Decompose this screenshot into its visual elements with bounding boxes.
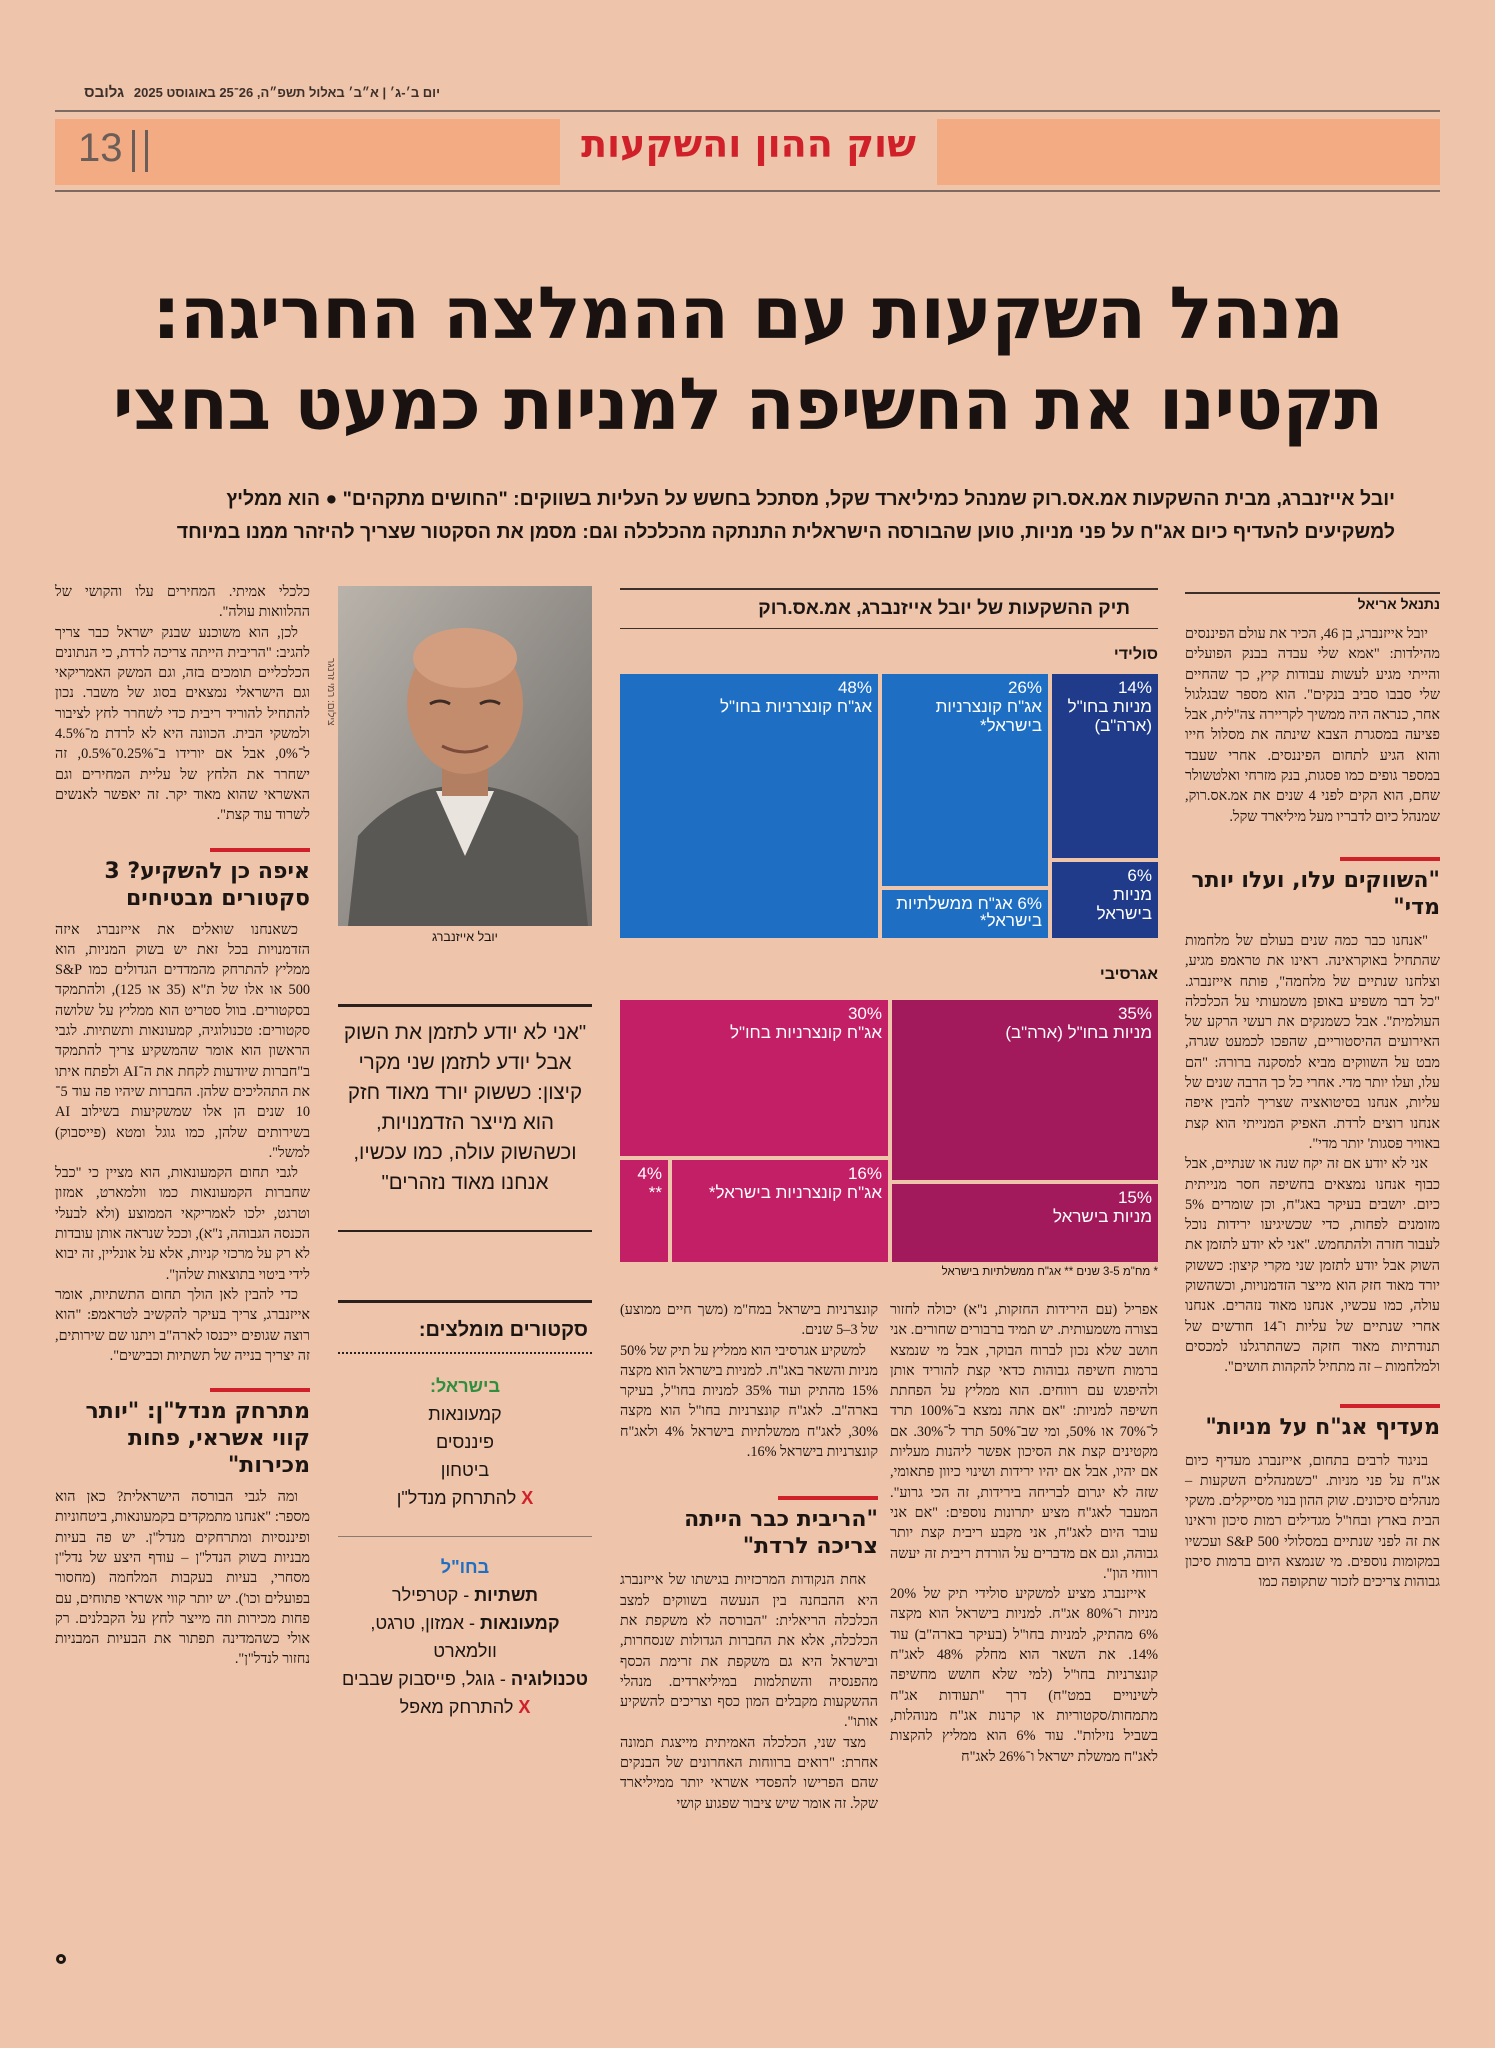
israel-avoid [338,1484,592,1512]
article-col-1 [1185,596,1440,1593]
portfolio-footnote: * מח"מ 3-5 שנים ** אג"ח ממשלתיות בישראל [941,1266,1158,1278]
abroad-sector [338,1609,592,1665]
portfolio-title-underline [620,628,1158,629]
x-icon: X [518,1697,531,1717]
tile-percent: 26% [1007,678,1042,697]
col4-bottom-text [55,1487,310,1670]
solid-tile [882,890,1048,938]
masthead [40,84,440,101]
tile-percent: 4% [637,1164,662,1183]
tile-percent: 14% [1117,678,1152,697]
x-icon: X [521,1488,534,1508]
col3-paragraph-2: למשקיע אגרסיבי הוא ממליץ על תיק של 50% מניות והשאר באג"ח. למניות בישראל הוא מקצה 15% מהתיק ועוד 35% למניות בחו"ל, בעיקר בארה"ב. לאג"ח קונצרניות בחו"ל הוא מקצה 30%, לאג"ח ממשלתיות בישראל 4% ולאג"ח קונצרניות בישראל 16%. [620,1342,879,1461]
subhead-rule [778,1496,878,1500]
section-rule [55,190,1440,192]
article-col-3 [620,1300,878,1814]
markets-text [1185,931,1440,1378]
solid-tile [1052,674,1158,858]
col4-paragraph-3: כשאנחנו שואלים את אייזנברג איזה הזדמנויות בכל זאת יש בשוק המניות, הוא ממליץ להתרחק מהמדדים הגדולים כמו S&P 500 או אלו של ת"א (35 או 125), ולהתמקד בסקטורים. בוול סטריט הוא ממליץ על שלושה סקטורים: טכנולוגיה, קמעונאות ותשתיות. לגבי הראשון הוא אומר שהמשקיע צריך להתמקד ב"חברות שיודעות לקחת את ה־AI ולפתח איתו את התהליכים שלהן. החברות שיהיו פה עוד 5־10 שנים הן אלו שמשקיעות בשילוב AI בשירותים שלהן, כמו גוגל ומטא (פייסבוק) למשל". [55,921,310,1161]
tile-label: אג"ח קונצרניות בישראל* [935,697,1042,735]
sectors-israel [338,1372,592,1512]
abroad-sector-detail: - קטרפילר [391,1585,475,1605]
headline-line-1: מנהל השקעות עם ההמלצה החריגה: [152,271,1343,355]
col3-paragraph-4: מצד שני, הכלכלה האמיתית מייצגת תמונה אחרת: "רואים ברווחות האחרונים של הבנקים שהם הפרישו להפסדי אשראי יותר ממיליארד שקל. זה אומר שיש ציבור שפגוע קושי [620,1734,878,1812]
col3-bottom-text [620,1570,878,1814]
abroad-sector-name: תשתיות [474,1585,538,1605]
tile-label: מניות בישראל [1052,1207,1152,1226]
sectors-title: סקטורים מומלצים: [418,1319,588,1341]
abroad-sector-detail: - אמזון, טרגט, וולמארט [370,1613,497,1661]
tile-label: מניות בחו"ל (ארה"ב) [1067,697,1152,735]
subhead-rule [210,1388,310,1392]
section-band-right [937,119,1440,185]
solid-treemap [620,674,1158,938]
intro-paragraph: יובל אייזנברג, בן 46, הכיר את עולם הפיננסים מהילדות: "אמא שלי עבדה בבנק הפועלים והייתי מגיע לעשות עבודות קיץ, כך שהחיים שלי סבבו סביב בנקים". הוא מספר שבגלגול אחר, כנראה היה ממשיך לקריירה צה"לית, אבל פציעה במסגרת הצבא שינתה את מסלול חייו והוא הגיע לתחום הפיננסים. אחרי שעבד במספר גופים כמו פסגות, בנק מזרחי ואלטשולר שחם, הוא הקים לפני 4 שנים את אמ.אס.רוק, שמנהל כיום לדבריו מעל מיליארד שקל. [1185,626,1440,825]
aggressive-tile [620,1000,888,1156]
sectors-dotted [338,1352,592,1354]
solid-tile [882,674,1048,886]
abroad-sector [338,1665,592,1693]
solid-tile [1052,862,1158,938]
aggressive-label: אגרסיבי [1099,966,1158,983]
subtitle [60,483,1395,549]
subhead-markets: "השווקים עלו, ועלו יותר מדי" [1191,867,1440,920]
abroad-label: בחו"ל [440,1557,490,1577]
aggressive-tile [672,1160,888,1262]
israel-label: בישראל: [429,1376,501,1396]
subtitle-line-1: יובל אייזנברג, מבית ההשקעות אמ.אס.רוק שמנהל כמיליארד שקל, מסתכל בחשש על העליות בשווקים: "החושים מתקהים" ● הוא ממליץ [226,488,1395,510]
section-title: שוק ההון והשקעות [581,122,916,166]
aggressive-tile [892,1184,1158,1262]
portrait-illustration [338,586,592,926]
col4-paragraph-2: לכן, הוא משוכנע שבנק ישראל כבר צריך להגיב: "הריבית הייתה צריכה לרדת, כי הנתונים הכלכליים תומכים בזה, וגם המשק האמריקאי וגם הישראלי נמצאים בסוג של משבר. נכון להתחיל להוריד ריבית כדי לשחרר לחץ לציבור ולמשקי הבית. הכוונה היא לא לרדת מ־4.5% ל־0%, אבל אם יורידו ב־0.25%־0.5%, זה ישחרר את הלחץ של עליית המחירים וגם האשראי שהוא מאוד יקר. זה יאפשר לאנשים לשרוד עוד קצת". [55,624,310,824]
markets-paragraph-2: אני לא יודע אם זה יקח שנה או שנתיים, אבל כבוף אנחנו נמצאים בחשיפה חסר מנייתית כיום. יושבים בעיקר באג"ח, וכן שומרים 5% מזומנים לפחות, כדי שכשיגיעו ירידות נוכל לעבור חזרה ולהתחמש. "אני לא יודע לתזמן את השוק אבל יודע לתזמן שני מקרי קיצון: כששוק יורד מאוד חזק הוא מייצר הזדמנויות, וכשהשוק עולה, כמו עכשיו, אנחנו מאוד נזהרים. אנחנו אחרי שנתיים של עליות ו־14 חודשים של תנודתיות מאוד חזקה כשהתרגלנו למכסים ולמלחמות – זה מתחיל להקהות חושים". [1185,1156,1440,1376]
tile-label: אג"ח קונצרניות בחו"ל [730,1023,882,1042]
col3-paragraph-3: אחת הנקודות המרכזיות בגישתו של אייזנברג היא ההבחנה בין הנעשה בשווקים למצב הכלכלה הריאלית: "הבורסה לא משקפת את הכלכלה, אלא את החברות הגדולות שנסחרות, ובישראל היא גם משקפת את זרימת הכסף מהפנסיה והשתלמות במיליארדים. מנהלי ההשקעות מקבלים המון כסף וצריכים להשקיע אותו". [620,1572,878,1731]
subhead-rule [210,848,310,852]
col4-top-text [55,582,310,826]
end-mark-icon [56,1954,66,1964]
portfolio-title: תיק ההשקעות של יובל אייזנברג, אמ.אס.רוק [758,598,1130,619]
tile-percent: 15% [1117,1188,1152,1207]
tile-label: אג"ח קונצרניות בישראל* [708,1183,882,1202]
subhead-rule [1340,1404,1440,1408]
intro-text [1185,624,1440,827]
col2-paragraph-1: אפריל (עם הירידות החזקות, נ"א) יכולה לחזור בצורה משמעותית. יש תמיד ברבורים שחורים. אני חושב שלא נכון לברוח הבוקר, אבל מי שנמצא ברמות חשיפה גבוהות כדאי קצת להוריד אותן ולהיפגש עם רווחים. הוא ממליץ על הפחתת חשיפה למניות: "אם אתה נמצא ב־100% תרד ל־70% או 50%, ומי שב־50% תרד ל־30%. אם מקטינים קצת את הסיכון אפשר ליהנות מעליות אם יהיו, אבל אם יהיו ירידות ושינוי כיוון פתאומי, שזה לא יגרום לבריחה בירידות, זה הכי גרוע". המעבר לאג"ח מציע יתרונות נוספים: "אם אני עובר היום לאג"ח, אני מקבע ריבית קצת יותר גבוהה, וגם אם מדברים על הורדת ריבית זה יעשה רווחי הון". [890,1302,1158,1582]
col4-paragraph-1: כלכלי אמיתי. המחירים עלו והקושי של ההלוואות עולה". [55,584,310,621]
aggressive-tile [620,1160,668,1262]
page-number: 13 [78,126,123,170]
tile-label: אג"ח ממשלתיות בישראל* [896,894,1042,930]
israel-sector: ביטחון [440,1460,490,1480]
pull-quote-rule-top [338,1004,592,1007]
subhead-rule [1340,857,1440,861]
photo-credit: צילום: רמי זרנגר [325,658,336,726]
sectors-divider [338,1536,592,1537]
col4-paragraph-5: כדי להבין לאן הולך תחום התשתיות, אומר אייזנברג, צריך בעיקר להקשיב לטראמפ: "הוא רוצה שגופים ייכנסו לארה"ב ויתנו שם שירותים, זה יצריך בנייה של תשתיות וכבישים". [55,1286,310,1364]
pull-quote-rule-bottom [338,1230,592,1232]
headline-line-2: תקטינו את החשיפה למניות כמעט בחצי [112,362,1383,446]
portrait-photo [338,586,592,926]
subhead-sectors: איפה כן להשקיע? 3 סקטורים מבטיחים [104,858,310,911]
top-rule [55,110,1440,112]
aggressive-tile [892,1000,1158,1180]
col3-paragraph-1: קונצרניות בישראל במח"מ (משך חיים ממוצע) של 3–5 שנים. [620,1302,878,1339]
tile-label: מניות בחו"ל (ארה"ב) [1005,1023,1152,1042]
photo-caption: יובל אייזנברג [432,930,498,944]
abroad-sector-detail: - גוגל, פייסבוק שבבים [341,1669,511,1689]
abroad-sector [338,1581,592,1609]
markets-paragraph-1: "אנחנו כבר כמה שנים בעולם של מלחמות שהתחיל באוקראינה. ראינו את טראמפ מגיע, וצלחנו שנתיים של מלחמה", פותח אייזנברג. "כל דבר משפיע באופן משמעותי על הכלכלה העולמית". אבל כשמנקים את רעשי הרקע של האירועים ההיסטוריים, שהפכו לכמעט שגרה, מבט על השווקים מביא למסקנה ברורה: "הם עלו, ועלו יותר מדי. אחרי כל כך הרבה שנים של עליות, אנחנו בסיטואציה שצריך להבין איפה אנחנו רוצים לרדת. האפיק המנייתי הוא קצת באוויר פסגות' יותר מדי". [1185,932,1440,1152]
article-col-2 [890,1300,1158,1767]
israel-sector: קמעונאות [428,1404,502,1424]
brand-logo: גלובס [84,84,125,101]
tile-percent: 6% [1127,866,1152,885]
col2-paragraph-2: אייזנברג מציע למשקיע סולידי תיק של 20% מניות ו־80% אג"ח. למניות בישראל הוא מקצה 6% מהתיק, למניות בחו"ל (בעיקר בארה"ב) עוד 14%. את השאר הוא מחלק 48% לאג"ח קונצרניות בחו"ל (למי שלא חושש מחשיפה לשינויים במט"ח) דרך "תעודות אג"ח מתמחות/סקטוריות או קרנות אג"ח מנוהלות, בשביל נזילות". עוד 6% הוא ממליץ להקצות לאג"ח ממשלת ישראל ו־26% לאג"ח [890,1586,1159,1765]
solid-tile [620,674,878,938]
byline: נתנאל אריאל [1357,596,1440,612]
pull-quote: "אני לא יודע לתזמן את השוק אבל יודע לתזמן שני מקרי קיצון: כששוק יורד מאוד חזק הוא מייצר הזדמנויות, וכשהשוק עולה, כמו עכשיו, אנחנו מאוד נזהרים" [343,1021,587,1194]
article-col-4 [55,582,310,1670]
sectors-box [338,1300,592,1721]
tile-percent: 16% [847,1164,882,1183]
tile-percent: 30% [847,1004,882,1023]
tile-label: ** [648,1183,662,1202]
col4-mid-text [55,920,310,1367]
tile-label: אג"ח קונצרניות בחו"ל [720,697,872,716]
subhead-bonds: מעדיף אג"ח על מניות" [1205,1414,1440,1440]
aggressive-treemap [620,1000,1158,1262]
subtitle-line-2: למשקיעים להעדיף כיום אג"ח על פני מניות, טוען שהבורסה הישראלית התנתקה מהכלכלה וגם: מסמן את הסקטור שצריך להיזהר ממנו במיוחד [176,521,1395,543]
portfolio-title-rule [620,588,1158,590]
section-band-left [55,119,560,185]
subhead-interest: "הריבית כבר הייתה צריכה לרדת" [684,1507,878,1560]
col3-top-text [620,1300,878,1462]
abroad-avoid [338,1693,592,1721]
tile-percent: 35% [1117,1004,1152,1023]
subhead-real-estate: מתרחק מנדל"ן: "יותר קווי אשראי, פחות מכירות" [85,1399,310,1479]
date-line: יום ב׳-ג׳ | א״ב׳ באלול תשפ״ה, 26־25 באוגוסט 2025 [133,85,440,100]
page-number-bars [132,130,148,172]
tile-percent: 6% [1017,894,1042,913]
tile-label: מניות בישראל [1096,885,1152,923]
abroad-sector-name: טכנולוגיה [510,1669,589,1689]
col4-paragraph-6: ומה לגבי הבורסה הישראלית? כאן הוא מספר: "אנחנו מתמקדים בקמעונאות, ביטחוניות ופיננסיות ומתרחקים מנדל"ן. יש פה בעיות מבניות בשוק הנדל"ן – עודף היצע של נדל"ן מסחרי, בעיות בעקבות המלחמה (מחסור בפועלים וכו'). יש יותר קווי אשראי פתוחים, עם פחות מכירות וזה מייצר לחץ על הקבלנים. רק אולי כשהמדינה תפתור את הבעיות המבניות נחזור לנדל"ן". [55,1489,310,1668]
byline-rule [1185,592,1440,594]
israel-sector: פיננסים [436,1432,494,1452]
abroad-avoid-text: להתרחק מאפל [399,1697,514,1717]
col4-paragraph-4: לגבי תחום הקמעונאות, הוא מציין כי "כבל שחברות הקמעונאות כמו וולמארט, אמזון וטרגט, ילכו לאמריקאי הממוצע (ולא לבעלי הכנסה הגבוהה, נ"א), וככל שנראה אותן עובדות לא רק על מרכזי קניות, אלא על אונליין, זה יבוא לידי ביטוי בתוצאות שלהן". [55,1165,310,1283]
bonds-text [1185,1451,1440,1593]
abroad-sector-name: קמעונאות [480,1613,560,1633]
israel-avoid-text: להתרחק מנדל"ן [396,1488,517,1508]
headline [60,268,1435,450]
tile-percent: 48% [837,678,872,697]
bonds-paragraph: בניגוד לרבים בתחום, אייזנברג מעדיף כיום אג"ח על פני מניות. "כשמנהלים השקעות – מנהלים סיכונים. שוק ההון בנוי מסייקלים. משקי הבית בארץ ובחו"ל מגדילים רמות סיכון וראינו את זה לפני שנתיים במסלולי S&P 500 ועכשיו במקומות נוספים. מי שנמצא היום ברמות סיכון גבוהות צריכים לזכור שתקופה כמו [1185,1452,1440,1591]
solid-label: סולידי [1113,646,1158,663]
sectors-abroad [338,1553,592,1721]
